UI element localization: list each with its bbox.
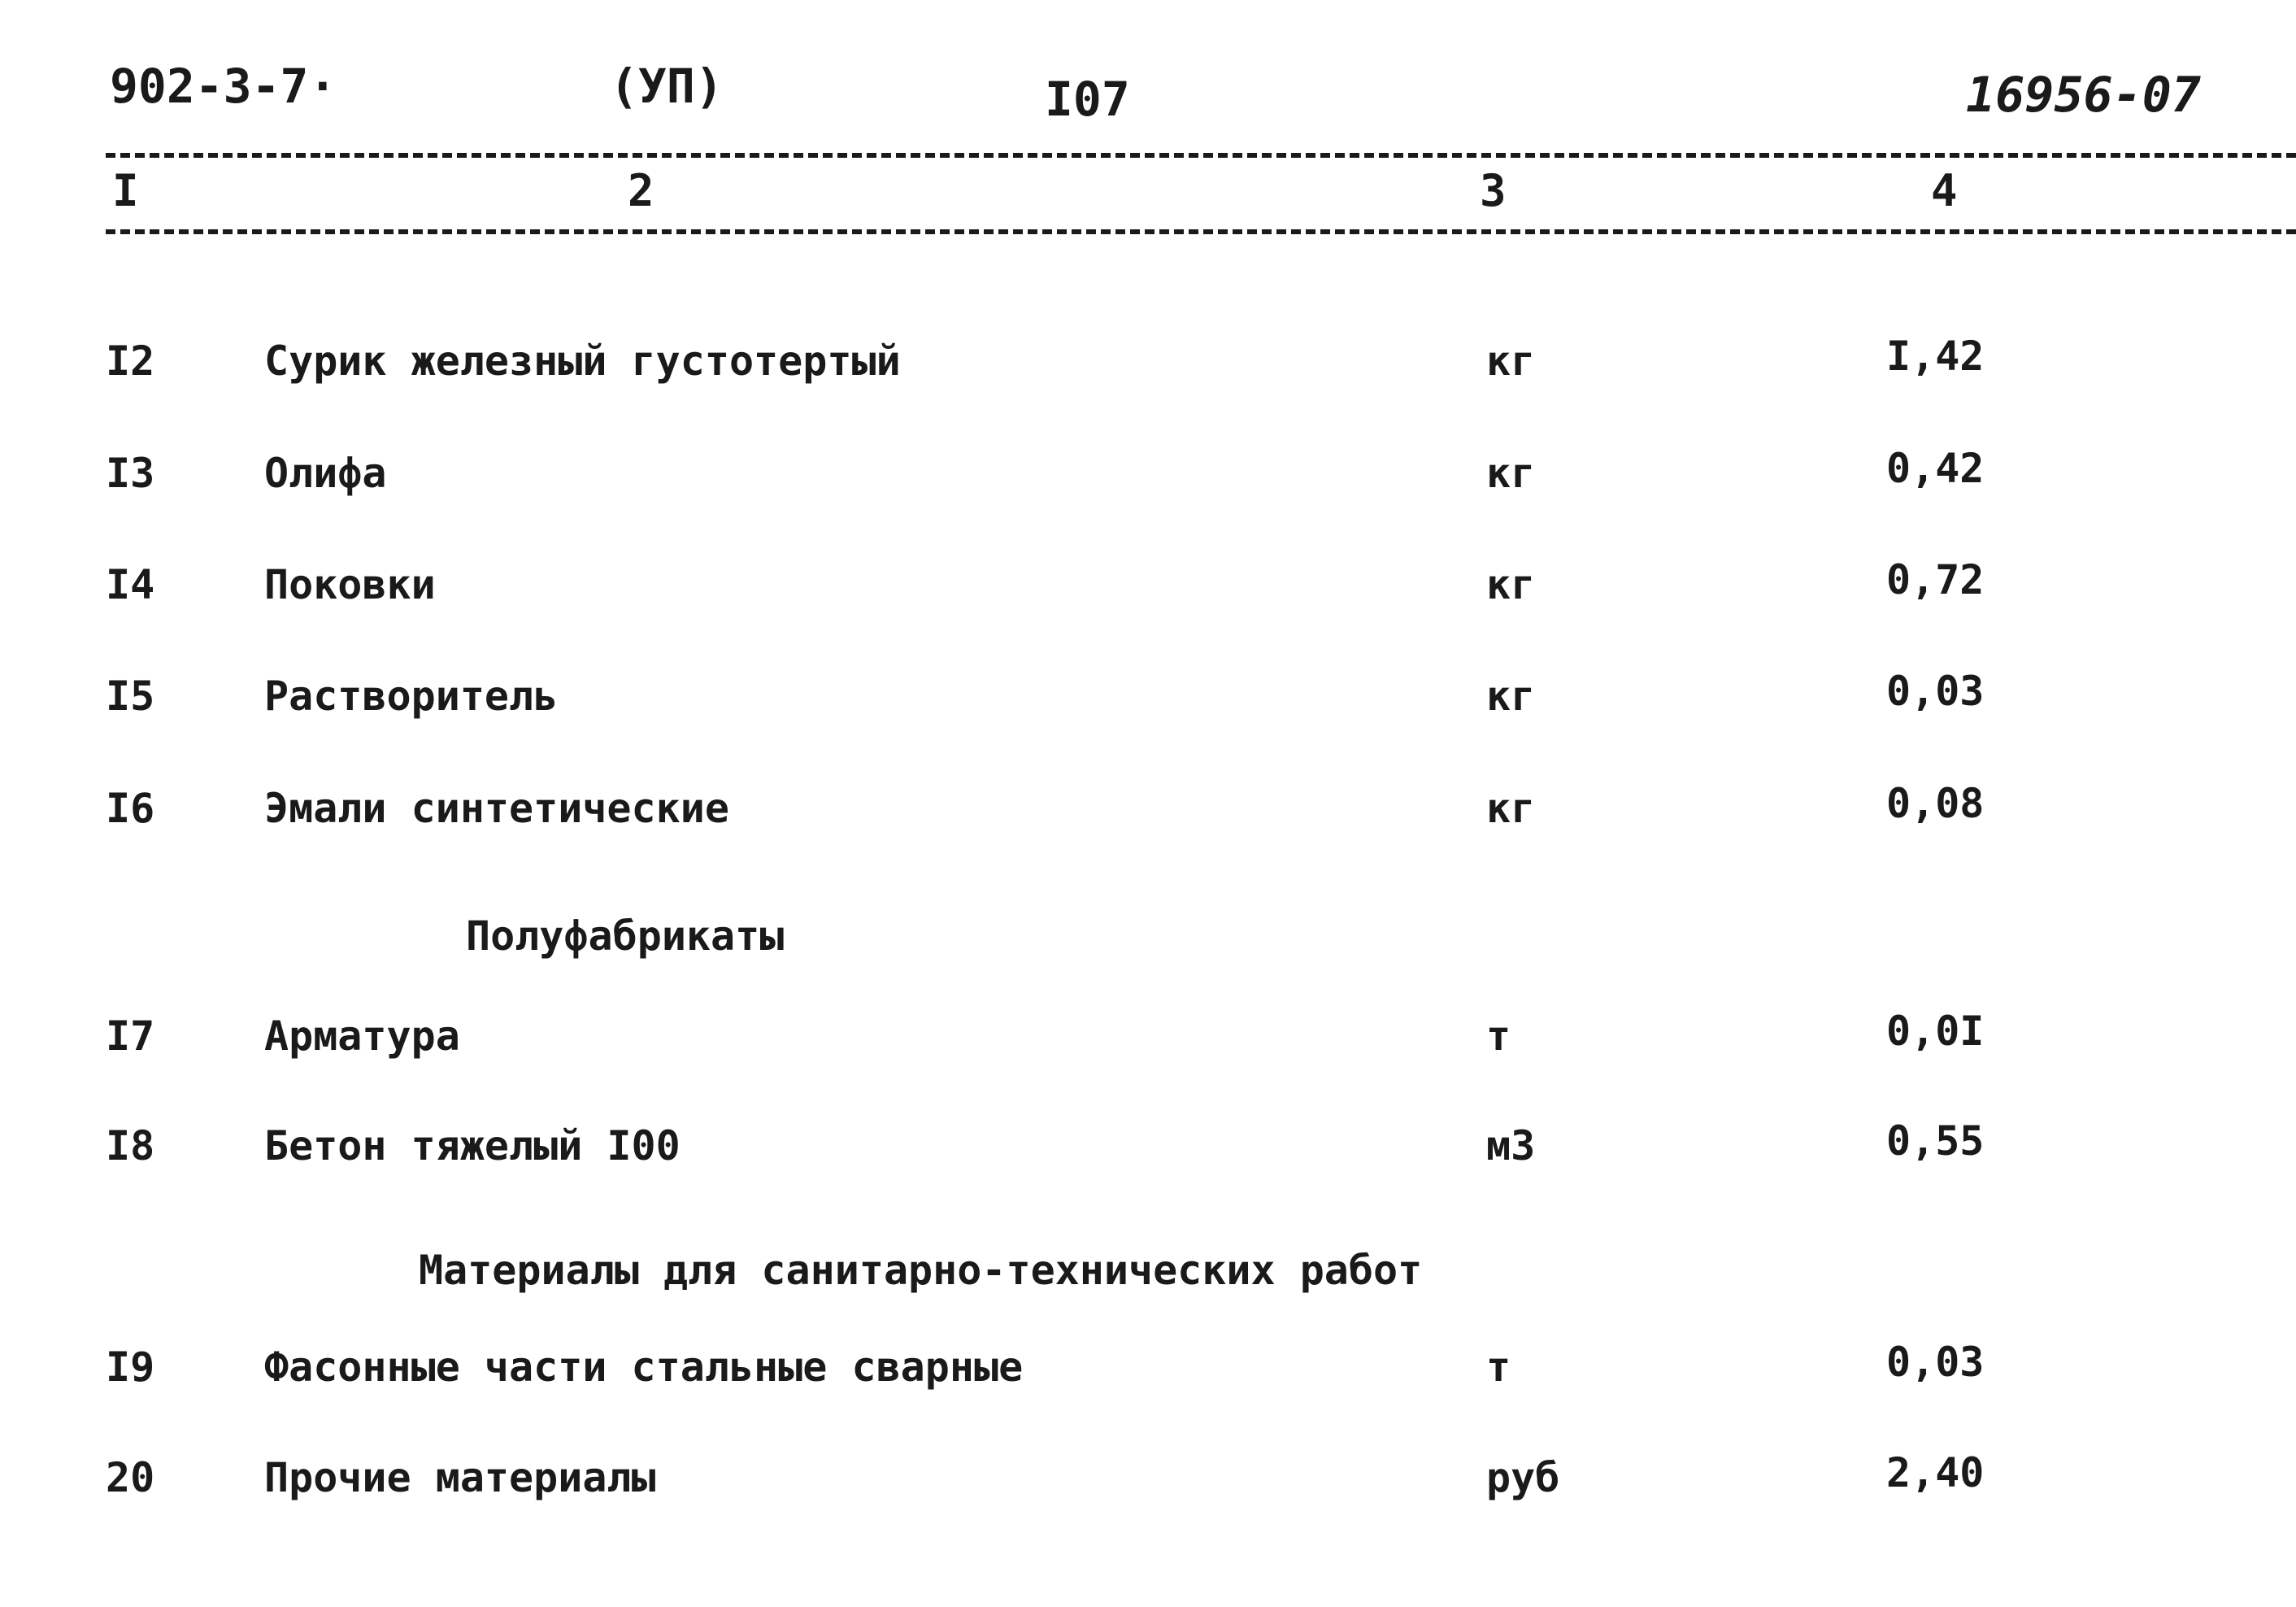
quantity: 0,03 — [1886, 1339, 1985, 1386]
table-row — [0, 668, 2296, 738]
material-name: Поковки — [264, 561, 436, 608]
document-number: 16956-07 — [1966, 67, 2201, 124]
column-number-1: I — [112, 165, 139, 216]
quantity: 2,40 — [1886, 1449, 1985, 1496]
header-rule-bottom — [106, 229, 2296, 234]
section-heading-sanitary-materials: Материалы для санитарно-технических работ — [419, 1247, 1423, 1294]
table-row — [0, 445, 2296, 515]
material-name: Растворитель — [264, 673, 559, 720]
row-number: I2 — [106, 338, 155, 385]
unit: м3 — [1486, 1122, 1536, 1169]
unit: т — [1486, 1013, 1511, 1060]
row-number: I5 — [106, 673, 155, 720]
section-heading-semifinished: Полуфабрикаты — [466, 912, 785, 960]
unit: кг — [1486, 450, 1536, 497]
quantity: 0,03 — [1886, 668, 1985, 715]
row-number: 20 — [106, 1454, 155, 1501]
column-number-4: 4 — [1931, 165, 1958, 216]
project-code: 902-3-7· — [110, 59, 337, 114]
material-name: Эмали синтетические — [264, 785, 729, 832]
table-row — [0, 1449, 2296, 1519]
table-row — [0, 556, 2296, 626]
quantity: 0,42 — [1886, 445, 1985, 492]
quantity: 0,0I — [1886, 1008, 1985, 1055]
header-rule-top — [106, 153, 2296, 158]
material-name: Арматура — [264, 1013, 460, 1060]
unit: кг — [1486, 338, 1536, 385]
unit: кг — [1486, 673, 1536, 720]
column-number-3: 3 — [1480, 165, 1507, 216]
table-row — [0, 1008, 2296, 1078]
unit: кг — [1486, 561, 1536, 608]
unit: кг — [1486, 785, 1536, 832]
row-number: I7 — [106, 1013, 155, 1060]
table-row — [0, 1339, 2296, 1409]
row-number: I4 — [106, 561, 155, 608]
material-name: Фасонные части стальные сварные — [264, 1344, 1024, 1391]
row-number: I6 — [106, 785, 155, 832]
material-name: Олифа — [264, 450, 387, 497]
row-number: I3 — [106, 450, 155, 497]
table-row — [0, 780, 2296, 850]
unit: т — [1486, 1344, 1511, 1391]
material-name: Сурик железный густотертый — [264, 338, 901, 385]
quantity: I,42 — [1886, 333, 1985, 380]
unit: руб — [1486, 1454, 1560, 1501]
row-number: I8 — [106, 1122, 155, 1169]
quantity: 0,08 — [1886, 780, 1985, 827]
table-row — [0, 1117, 2296, 1187]
quantity: 0,55 — [1886, 1117, 1985, 1165]
series-label: (УП) — [610, 59, 724, 114]
quantity: 0,72 — [1886, 556, 1985, 603]
row-number: I9 — [106, 1344, 155, 1391]
table-row — [0, 333, 2296, 403]
material-name: Бетон тяжелый I00 — [264, 1122, 681, 1169]
material-name: Прочие материалы — [264, 1454, 656, 1501]
page-number: I07 — [1045, 72, 1130, 127]
column-number-2: 2 — [628, 165, 654, 216]
